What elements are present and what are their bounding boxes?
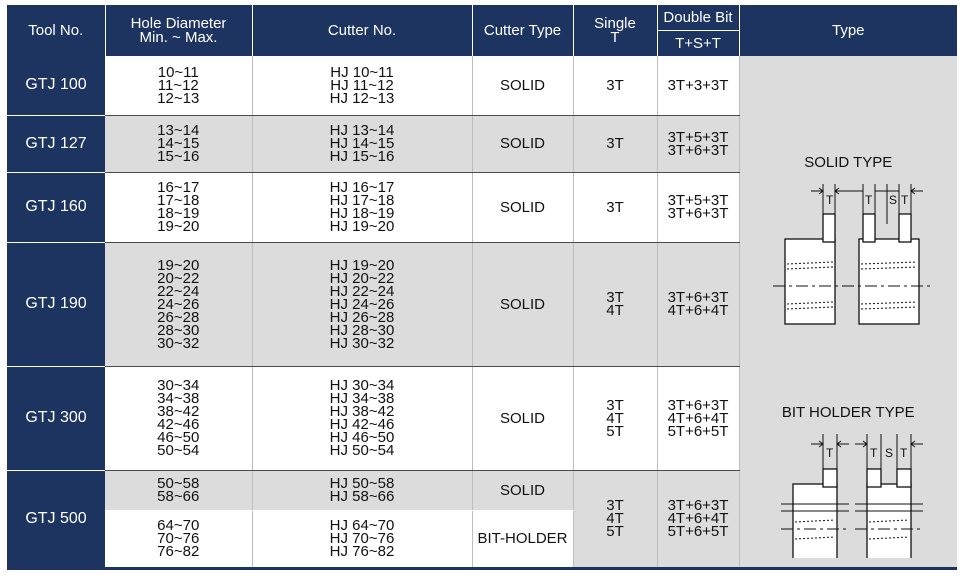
single-value: 4T bbox=[606, 302, 624, 319]
cutter-value: HJ 20~22 bbox=[329, 269, 395, 287]
double-value: 3T+6+3T bbox=[667, 497, 729, 514]
svg-text:T: T bbox=[900, 446, 908, 461]
cutter-value: HJ 18~19 bbox=[329, 205, 395, 222]
cutter-no-cell bbox=[252, 366, 472, 470]
double-value: 5T+6+5T bbox=[667, 422, 729, 440]
cutter-value: HJ 30~34 bbox=[329, 377, 395, 394]
double-value: 3T+6+3T bbox=[667, 141, 729, 159]
tool-no-cell: GTJ 127 bbox=[7, 115, 105, 172]
hole-value: 19~20 bbox=[157, 218, 200, 235]
bit-holder-type-label: BIT HOLDER TYPE bbox=[781, 404, 915, 422]
hole-value: 58~66 bbox=[157, 488, 200, 505]
hole-diameter-cell bbox=[105, 510, 252, 568]
svg-text:T: T bbox=[901, 193, 909, 208]
hole-value: 18~19 bbox=[157, 205, 200, 222]
header-tool-no: Tool No. bbox=[7, 5, 105, 56]
tool-no-cell: GTJ 300 bbox=[7, 366, 105, 470]
cutter-no-cell bbox=[252, 115, 472, 172]
single-value: 4T bbox=[606, 510, 624, 527]
header-row bbox=[7, 5, 957, 31]
double-value: 3T+6+3T bbox=[667, 205, 729, 222]
single-value: 5T bbox=[606, 523, 624, 540]
hole-value: 34~38 bbox=[157, 390, 200, 407]
cutter-no-cell bbox=[252, 510, 472, 568]
header-double-bit: Double Bit bbox=[657, 5, 739, 31]
single-cell bbox=[573, 242, 657, 366]
hole-value: 76~82 bbox=[157, 543, 200, 560]
header-hole-diameter-label: Hole Diameter bbox=[130, 14, 227, 32]
single-cell bbox=[573, 172, 657, 242]
single-value: 3T bbox=[606, 289, 624, 306]
single-cell bbox=[573, 56, 657, 115]
tool-no-cell: GTJ 160 bbox=[7, 172, 105, 242]
cutter-value: HJ 34~38 bbox=[329, 390, 395, 407]
single-value: 3T bbox=[606, 135, 624, 152]
cutter-type-cell: SOLID bbox=[472, 242, 573, 366]
hole-value: 70~76 bbox=[157, 530, 200, 547]
cutter-value: HJ 12~13 bbox=[329, 89, 395, 107]
hole-value: 30~34 bbox=[157, 377, 200, 394]
single-value: 5T bbox=[606, 422, 624, 440]
svg-text:S: S bbox=[885, 446, 894, 461]
single-value: 3T bbox=[606, 76, 624, 94]
cutter-value: HJ 15~16 bbox=[329, 148, 395, 165]
hole-value: 20~22 bbox=[157, 269, 200, 287]
hole-value: 22~24 bbox=[157, 282, 200, 300]
cutter-value: HJ 14~15 bbox=[329, 135, 395, 152]
single-cell bbox=[573, 366, 657, 470]
cutter-value: HJ 17~18 bbox=[329, 192, 395, 209]
hole-value: 15~16 bbox=[157, 148, 200, 165]
cutter-value: HJ 46~50 bbox=[329, 429, 395, 446]
cutter-value: HJ 50~54 bbox=[329, 442, 395, 459]
hole-value: 64~70 bbox=[157, 517, 200, 534]
cutter-value: HJ 50~58 bbox=[329, 475, 395, 492]
hole-value: 16~17 bbox=[157, 179, 200, 196]
hole-diameter-cell bbox=[105, 172, 252, 242]
svg-text:S: S bbox=[889, 193, 898, 208]
hole-value: 17~18 bbox=[157, 192, 200, 209]
double-value: 3T+6+3T bbox=[667, 289, 729, 306]
hole-diameter-cell bbox=[105, 56, 252, 115]
header-single bbox=[573, 5, 657, 56]
single-cell bbox=[573, 115, 657, 172]
header-hole-range-label: Min. ~ Max. bbox=[139, 28, 218, 46]
cutter-no-cell bbox=[252, 56, 472, 115]
hole-diameter-cell bbox=[105, 366, 252, 470]
cutter-value: HJ 24~26 bbox=[329, 295, 395, 313]
header-single-sub: T bbox=[610, 28, 620, 46]
double-value: 3T+5+3T bbox=[667, 192, 729, 209]
single-value: 3T bbox=[606, 198, 624, 216]
hole-value: 50~58 bbox=[157, 475, 200, 492]
hole-value: 11~12 bbox=[157, 76, 199, 94]
svg-text:T: T bbox=[870, 446, 878, 461]
cutter-value: HJ 16~17 bbox=[329, 179, 395, 196]
hole-value: 28~30 bbox=[157, 321, 200, 339]
hole-value: 10~11 bbox=[157, 63, 199, 81]
cutter-value: HJ 38~42 bbox=[329, 403, 395, 420]
hole-diameter-cell bbox=[105, 242, 252, 366]
cutter-value: HJ 64~70 bbox=[329, 517, 395, 534]
cutter-no-cell bbox=[252, 470, 472, 510]
tool-no-cell: GTJ 500 bbox=[7, 470, 105, 568]
cutter-value: HJ 70~76 bbox=[329, 530, 395, 547]
cutter-value: HJ 13~14 bbox=[329, 122, 395, 139]
double-value: 5T+6+5T bbox=[667, 523, 729, 540]
double-value: 4T+6+4T bbox=[667, 302, 729, 319]
cutter-value: HJ 10~11 bbox=[330, 63, 394, 81]
cutter-value: HJ 30~32 bbox=[329, 334, 395, 352]
double-value: 4T+6+4T bbox=[667, 510, 729, 527]
cutter-type-cell: SOLID bbox=[472, 470, 573, 510]
double-value: 3T+3+3T bbox=[667, 76, 729, 94]
cutter-type-cell: SOLID bbox=[472, 56, 573, 115]
hole-value: 14~15 bbox=[157, 135, 200, 152]
dim-t-text: T bbox=[826, 193, 834, 208]
cutter-no-cell bbox=[252, 172, 472, 242]
single-value: 3T bbox=[606, 497, 624, 514]
double-bit-cell bbox=[657, 366, 739, 470]
cutter-value: HJ 76~82 bbox=[329, 543, 395, 560]
cutter-value: HJ 19~20 bbox=[329, 256, 395, 274]
double-bit-cell bbox=[657, 470, 739, 568]
cutter-value: HJ 11~12 bbox=[330, 76, 394, 94]
hole-value: 30~32 bbox=[157, 334, 200, 352]
double-value: 3T+6+3T bbox=[667, 396, 729, 414]
double-value: 3T+5+3T bbox=[667, 128, 729, 146]
single-value: 4T bbox=[606, 409, 624, 427]
header-type: Type bbox=[739, 5, 957, 56]
svg-text:T: T bbox=[865, 193, 873, 208]
cutter-value: HJ 19~20 bbox=[329, 218, 395, 235]
hole-value: 38~42 bbox=[157, 403, 200, 420]
cutter-no-cell bbox=[252, 242, 472, 366]
single-value: 3T bbox=[606, 396, 624, 414]
double-bit-cell bbox=[657, 172, 739, 242]
table-row bbox=[7, 56, 957, 115]
cutter-type-cell: SOLID bbox=[472, 172, 573, 242]
svg-text:T: T bbox=[826, 446, 834, 461]
double-bit-cell bbox=[657, 242, 739, 366]
cutter-type-cell: BIT-HOLDER bbox=[472, 510, 573, 568]
double-bit-cell bbox=[657, 115, 739, 172]
hole-diameter-cell bbox=[105, 470, 252, 510]
hole-diameter-cell bbox=[105, 115, 252, 172]
hole-value: 50~54 bbox=[157, 442, 200, 459]
hole-value: 12~13 bbox=[157, 89, 200, 107]
header-double-bit-sub: T+S+T bbox=[657, 31, 739, 57]
hole-value: 24~26 bbox=[157, 295, 200, 313]
cutter-diagram-icon bbox=[753, 64, 943, 558]
double-value: 4T+6+4T bbox=[667, 409, 729, 427]
tool-no-cell: GTJ 100 bbox=[7, 56, 105, 115]
single-cell bbox=[573, 470, 657, 568]
type-diagrams bbox=[753, 64, 943, 558]
hole-value: 46~50 bbox=[157, 429, 200, 446]
header-cutter-type: Cutter Type bbox=[472, 5, 573, 56]
header-single-label: Single bbox=[594, 14, 636, 32]
cutter-type-cell: SOLID bbox=[472, 115, 573, 172]
cutter-value: HJ 42~46 bbox=[329, 416, 395, 433]
cutter-value: HJ 26~28 bbox=[329, 308, 395, 326]
cutter-value: HJ 58~66 bbox=[329, 488, 395, 505]
hole-value: 26~28 bbox=[157, 308, 200, 326]
tool-no-cell: GTJ 190 bbox=[7, 242, 105, 366]
header-cutter-no: Cutter No. bbox=[252, 5, 472, 56]
hole-value: 19~20 bbox=[157, 256, 200, 274]
cutter-value: HJ 28~30 bbox=[329, 321, 395, 339]
solid-type-label: SOLID TYPE bbox=[804, 154, 893, 172]
hole-value: 42~46 bbox=[157, 416, 200, 433]
cutter-type-cell: SOLID bbox=[472, 366, 573, 470]
header-hole-diameter bbox=[105, 5, 252, 56]
hole-value: 13~14 bbox=[157, 122, 200, 139]
double-bit-cell bbox=[657, 56, 739, 115]
cutter-value: HJ 22~24 bbox=[329, 282, 395, 300]
type-diagram-cell bbox=[739, 56, 957, 568]
tool-spec-table bbox=[7, 5, 957, 570]
